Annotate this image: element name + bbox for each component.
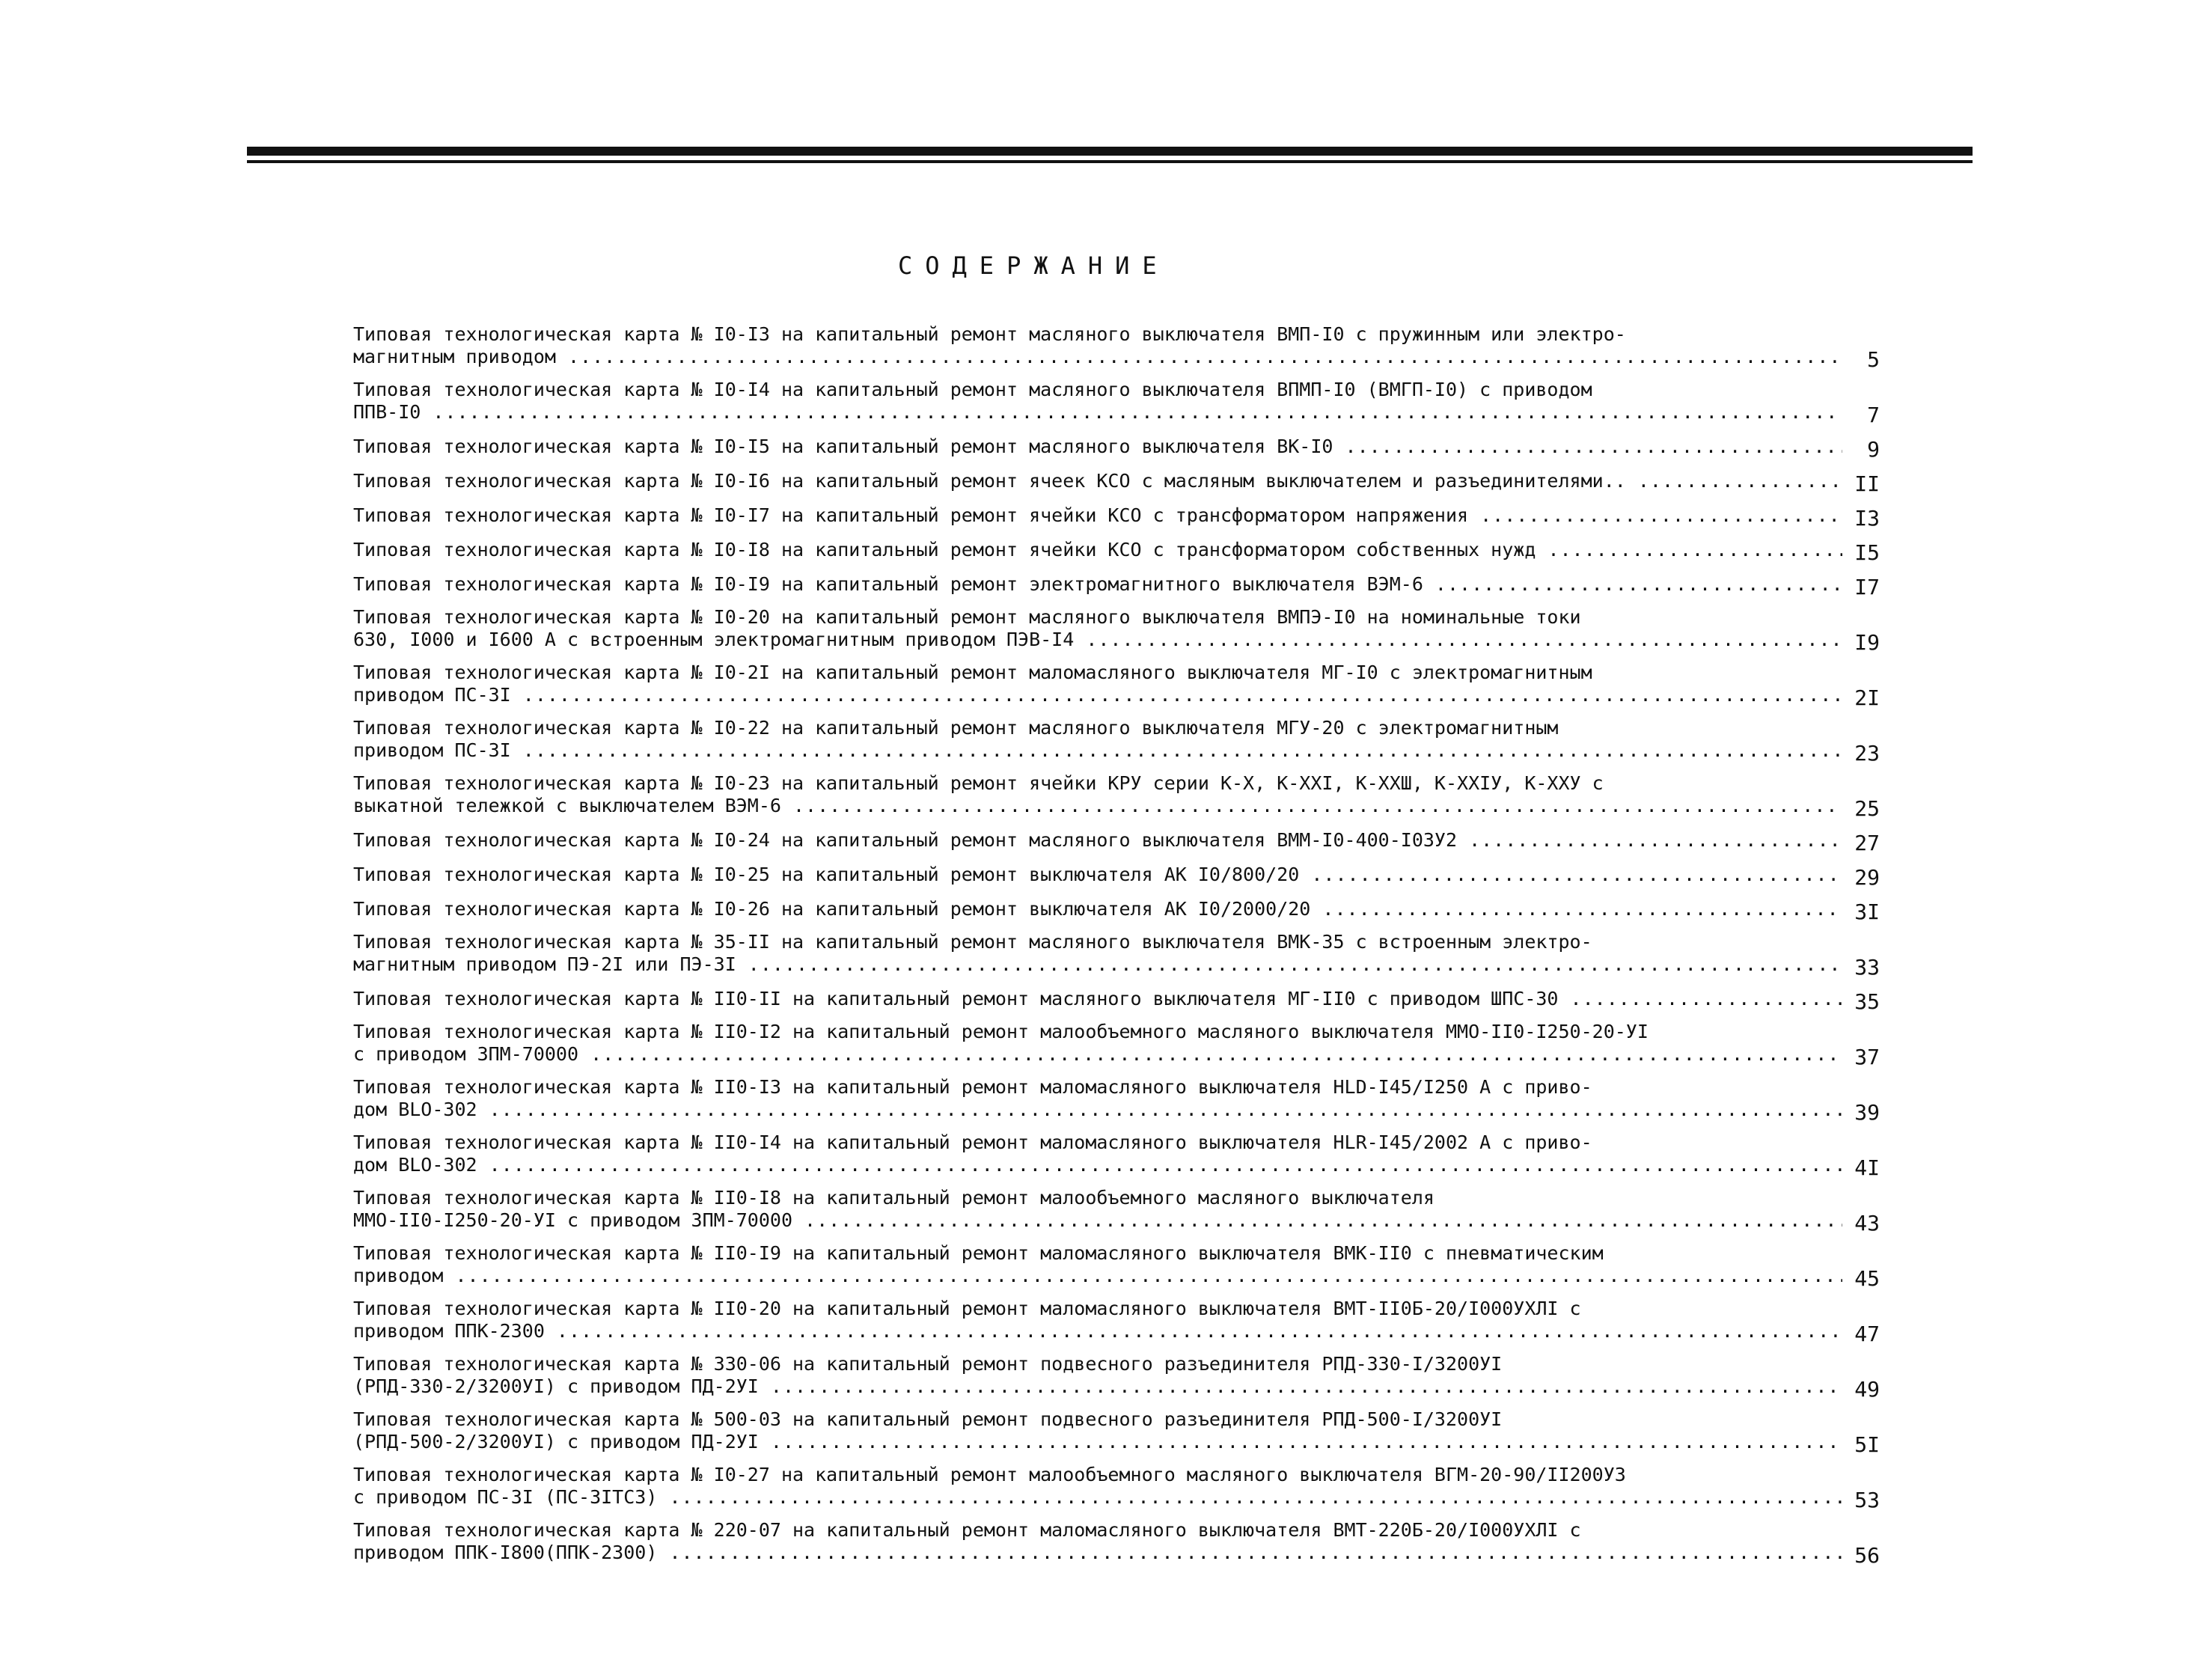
toc-entry bbox=[353, 464, 1880, 498]
toc-entry-page-number: 53 bbox=[1854, 1488, 1880, 1512]
toc-entry-title-line: Типовая технологическая карта № 500-03 на капитальный ремонт подвесного разъединителя РПД-500-I/3200УI bbox=[353, 1408, 1503, 1430]
toc-entry-title-line: Типовая технологическая карта № II0-I4 на капитальный ремонт маломасляного выключателя HLR-I45/2002 А с приво- bbox=[353, 1131, 1592, 1153]
toc-entry-title-line: Типовая технологическая карта № I0-22 на капитальный ремонт масляного выключателя МГУ-20 с электромагнитным bbox=[353, 717, 1559, 739]
toc-entry-title-line: (РПД-330-2/3200УI) с приводом ПД-2УI ..... bbox=[353, 1375, 1842, 1398]
toc-entry-title: Типовая технологическая карта № I0-I9 на капитальный ремонт электромагнитного выключателя ВЭМ-6 ..... bbox=[353, 573, 1842, 596]
toc-entry-title-line: приводом ППК-2300 ..... bbox=[353, 1320, 1842, 1343]
toc-entry bbox=[353, 982, 1880, 1016]
toc-entry-title-line: Типовая технологическая карта № II0-I2 на капитальный ремонт малообъемного масляного выключателя ММО-II0-I250-20-УI bbox=[353, 1021, 1649, 1042]
toc-entry-title-line: 630, I000 и I600 А с встроенным электромагнитным приводом ПЭВ-I4 ..... bbox=[353, 629, 1842, 651]
toc-entry-page-number: 5I bbox=[1854, 1432, 1880, 1457]
toc-entry-title-line: приводом ПС-3I ..... bbox=[353, 739, 1842, 762]
toc-entry-title-line: ММО-II0-I250-20-УI с приводом ЗПМ-70000 ..... bbox=[353, 1209, 1842, 1232]
toc-entry bbox=[353, 1404, 1880, 1459]
toc-entry bbox=[353, 1127, 1880, 1182]
toc-entry-page-number: 5 bbox=[1867, 347, 1880, 372]
toc-entry bbox=[353, 858, 1880, 892]
toc-entry-page-number: 27 bbox=[1854, 831, 1880, 855]
toc-entry-title: Типовая технологическая карта № I0-25 на капитальный ремонт выключателя АК I0/800/20 ..... bbox=[353, 864, 1842, 886]
toc-entry bbox=[353, 430, 1880, 464]
toc-entry bbox=[353, 1515, 1880, 1570]
toc-entry-title: Типовая технологическая карта № I0-I8 на капитальный ремонт ячейки КСО с трансформатором собственных нужд ..... bbox=[353, 539, 1842, 561]
toc-entry-page-number: 7 bbox=[1867, 403, 1880, 427]
toc-entry-page-number: 9 bbox=[1867, 437, 1880, 462]
toc-entry bbox=[353, 1238, 1880, 1293]
toc-entry-title-line: Типовая технологическая карта № I0-27 на капитальный ремонт малообъемного масляного выключателя ВГМ-20-90/II200УЗ bbox=[353, 1464, 1626, 1485]
toc-entry-title-line: Типовая технологическая карта № I0-23 на капитальный ремонт ячейки КРУ серии К-Х, К-ХХI, К-ХХШ, К-ХХIУ, К-ХХУ с bbox=[353, 772, 1604, 794]
toc-entry bbox=[353, 768, 1880, 823]
toc-entry-title-line: Типовая технологическая карта № II0-I8 на капитальный ремонт малообъемного масляного выключателя bbox=[353, 1187, 1435, 1209]
toc-entry-page-number: 35 bbox=[1854, 989, 1880, 1014]
toc-entry-title: Типовая технологическая карта № I0-I6 на капитальный ремонт ячеек КСО с масляным выключателем и разъединителями.. ..... bbox=[353, 470, 1842, 492]
toc-entry bbox=[353, 567, 1880, 602]
toc-entry-title-line: Типовая технологическая карта № 35-II на капитальный ремонт масляного выключателя ВМК-35 с встроенным электро- bbox=[353, 931, 1592, 953]
toc-entry bbox=[353, 892, 1880, 926]
toc-entry-page-number: II bbox=[1854, 471, 1880, 496]
toc-entry-title: Типовая технологическая карта № I0-26 на капитальный ремонт выключателя АК I0/2000/20 ..... bbox=[353, 898, 1842, 920]
toc-entry-page-number: 39 bbox=[1854, 1100, 1880, 1125]
toc-entry-title-line: Типовая технологическая карта № II0-20 на капитальный ремонт маломасляного выключателя ВМТ-II0Б-20/I000УХЛI с bbox=[353, 1298, 1581, 1319]
toc-entry-title-line: Типовая технологическая карта № I0-I4 на капитальный ремонт масляного выключателя ВПМП-I0 (ВМГП-I0) с приводом bbox=[353, 379, 1592, 400]
toc-entry bbox=[353, 498, 1880, 533]
toc-entry-page-number: 25 bbox=[1854, 796, 1880, 821]
toc-entry bbox=[353, 823, 1880, 858]
toc-entry-title: Типовая технологическая карта № II0-II на капитальный ремонт масляного выключателя МГ-II0 с приводом ШПС-30 ..... bbox=[353, 988, 1842, 1010]
toc-entry-title-line: Типовая технологическая карта № II0-I9 на капитальный ремонт маломасляного выключателя ВМК-II0 с пневматическим bbox=[353, 1242, 1604, 1264]
toc-entry-title: Типовая технологическая карта № I0-24 на капитальный ремонт масляного выключателя ВММ-I0-400-I0ЗУ2 ..... bbox=[353, 829, 1842, 852]
toc-entry-page-number: I5 bbox=[1854, 540, 1880, 565]
toc-entry-page-number: 37 bbox=[1854, 1045, 1880, 1069]
toc-entry bbox=[353, 1459, 1880, 1515]
toc-entry-title-line: магнитным приводом ПЭ-2I или ПЭ-3I ..... bbox=[353, 953, 1842, 976]
header-rule-thick bbox=[247, 147, 1973, 156]
toc-entry bbox=[353, 374, 1880, 430]
toc-entry-title-line: дом BLO-302 ..... bbox=[353, 1154, 1842, 1176]
table-of-contents bbox=[353, 319, 1880, 1570]
page-title: СОДЕРЖАНИЕ bbox=[898, 251, 1170, 280]
toc-entry bbox=[353, 926, 1880, 982]
toc-entry-page-number: 49 bbox=[1854, 1377, 1880, 1402]
toc-entry-page-number: 47 bbox=[1854, 1322, 1880, 1346]
toc-entry-title-line: Типовая технологическая карта № II0-I3 на капитальный ремонт маломасляного выключателя HLD-I45/I250 А с приво- bbox=[353, 1076, 1592, 1098]
toc-entry bbox=[353, 712, 1880, 768]
toc-entry-page-number: 23 bbox=[1854, 741, 1880, 766]
toc-entry bbox=[353, 319, 1880, 374]
toc-entry-page-number: 29 bbox=[1854, 865, 1880, 890]
toc-entry-title-line: Типовая технологическая карта № I0-I3 на капитальный ремонт масляного выключателя ВМП-I0 с пружинным или электро- bbox=[353, 323, 1626, 345]
toc-entry-title-line: (РПД-500-2/3200УI) с приводом ПД-2УI ..... bbox=[353, 1431, 1842, 1453]
toc-entry-page-number: I3 bbox=[1854, 506, 1880, 531]
toc-entry bbox=[353, 657, 1880, 712]
toc-entry-page-number: 56 bbox=[1854, 1543, 1880, 1568]
toc-entry-title-line: приводом ПС-3I ..... bbox=[353, 684, 1842, 706]
toc-entry bbox=[353, 1348, 1880, 1404]
toc-entry-title-line: выкатной тележкой с выключателем ВЭМ-6 ..... bbox=[353, 795, 1842, 817]
header-rule-thin bbox=[247, 160, 1973, 163]
toc-entry-title-line: Типовая технологическая карта № 220-07 на капитальный ремонт маломасляного выключателя ВМТ-220Б-20/I000УХЛI с bbox=[353, 1519, 1581, 1541]
toc-entry-title-line: с приводом ЗПМ-70000 ..... bbox=[353, 1043, 1842, 1066]
toc-entry-page-number: 33 bbox=[1854, 955, 1880, 980]
toc-entry-title-line: приводом ..... bbox=[353, 1265, 1842, 1287]
toc-entry-page-number: I9 bbox=[1854, 630, 1880, 655]
toc-entry bbox=[353, 1293, 1880, 1348]
toc-entry-title-line: Типовая технологическая карта № 330-06 на капитальный ремонт подвесного разъединителя РПД-330-I/3200УI bbox=[353, 1353, 1503, 1375]
toc-entry-page-number: 45 bbox=[1854, 1266, 1880, 1291]
toc-entry-title: Типовая технологическая карта № I0-I5 на капитальный ремонт масляного выключателя ВК-I0 ..... bbox=[353, 436, 1842, 458]
toc-entry bbox=[353, 1182, 1880, 1238]
toc-entry-title-line: Типовая технологическая карта № I0-20 на капитальный ремонт масляного выключателя ВМПЭ-I0 на номинальные токи bbox=[353, 606, 1581, 628]
toc-entry-page-number: 43 bbox=[1854, 1211, 1880, 1235]
toc-entry bbox=[353, 1016, 1880, 1072]
toc-entry-page-number: 2I bbox=[1854, 685, 1880, 710]
toc-entry-title-line: магнитным приводом ..... bbox=[353, 346, 1842, 368]
toc-entry-page-number: 3I bbox=[1854, 899, 1880, 924]
toc-entry-title-line: ППВ-I0 ..... bbox=[353, 401, 1842, 424]
toc-entry-title-line: Типовая технологическая карта № I0-2I на капитальный ремонт маломасляного выключателя МГ-I0 с электромагнитным bbox=[353, 662, 1592, 683]
toc-entry bbox=[353, 602, 1880, 657]
toc-entry-title-line: с приводом ПС-3I (ПС-3IТСЗ) ..... bbox=[353, 1486, 1842, 1509]
toc-entry bbox=[353, 533, 1880, 567]
toc-entry-page-number: I7 bbox=[1854, 575, 1880, 599]
toc-entry-page-number: 4I bbox=[1854, 1155, 1880, 1180]
toc-entry-title-line: приводом ППК-I800(ППК-2300) ..... bbox=[353, 1542, 1842, 1564]
toc-entry-title: Типовая технологическая карта № I0-I7 на капитальный ремонт ячейки КСО с трансформатором напряжения ..... bbox=[353, 504, 1842, 527]
toc-entry bbox=[353, 1072, 1880, 1127]
toc-entry-title-line: дом BLO-302 ..... bbox=[353, 1099, 1842, 1121]
